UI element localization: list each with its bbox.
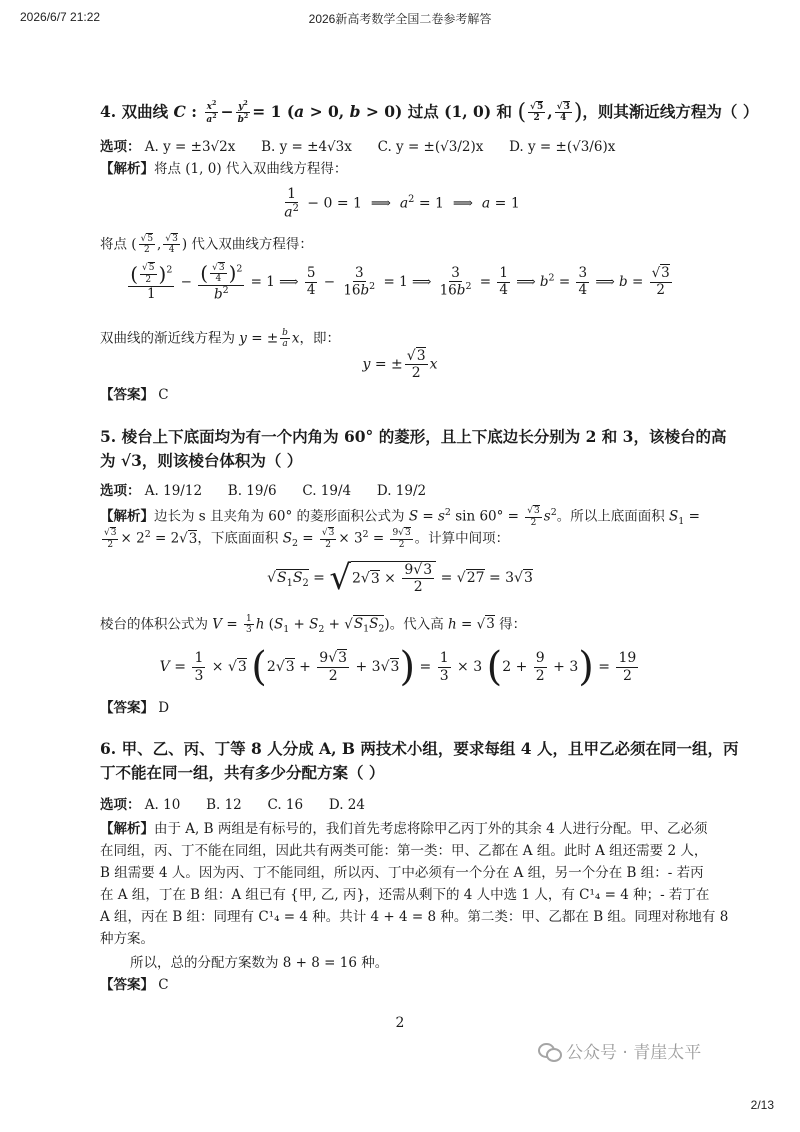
question-6-stem-line-1: 6. 甲、乙、丙、丁等 8 人分成 A, B 两技术小组，要求每组 4 人，且甲乙必须在同一组，丙 [100,739,739,758]
wechat-icon [538,1042,560,1060]
equation-5-2: V = $\frac{1}{3}$ × √3 (2√3 + $\frac{9√3}{2}$ + 3√3) = $\frac{1}{3}$ × 3 (2 + $\frac{9}{2}$ + 3) = $\frac{19}{2}$ [159,644,637,690]
option-a: A. 10 [144,797,181,813]
question-4-analysis-2: 将点 ( $\frac{√5}{2}$ , $\frac{√3}{4}$ ) 代入双曲线方程得： [100,234,313,256]
question-6-analysis-4: 在 A 组，丁在 B 组：A 组已有 {甲, 乙, 丙}，还需从剩下的 4 人中选 1 人，有 C¹₄ = 4 种；- 若丁在 [100,887,710,903]
option-b: B. 19/6 [227,483,277,499]
equation-4-3: y = ± $\frac{√3}{2}$ x [362,348,438,382]
question-5-stem-line-1: 5. 棱台上下底面均为有一个内角为 60° 的菱形，且上下底边长分别为 2 和 3，该棱台的高 [100,427,727,446]
option-d: D. 19/2 [376,483,427,499]
question-5-analysis-3: 棱台的体积公式为 V = $\frac{1}{3}$ h $(S_1 + S_2 + √S_1S_2)$。代入高 h = √3 得： [100,614,527,636]
option-a: A. 19/12 [144,483,203,499]
question-4-stem: 4. 双曲线 C : $\frac{x^2}{a^2}$ − $\frac{y^2}{b^2}$ = 1 (a > 0, b > 0) 过点 (1, 0) 和 ( $\frac{√5}{2}$ , $\frac{√3}{4}$ )，则其渐近线方程为（ ） [100,99,759,126]
question-4-answer: 【答案】 C [100,387,169,403]
watermark [538,1038,701,1063]
question-5-options: 选项： A. 19/12 B. 19/6 C. 19/4 D. 19/2 [100,483,427,499]
option-c: C. y = ±(√3/2)x [377,139,484,155]
question-6-answer: 【答案】 C [100,977,169,993]
page-number: 2 [395,1015,405,1031]
option-d: D. y = ±(√3/6)x [509,139,616,155]
page-counter: 2/13 [750,1098,774,1112]
question-6-analysis-6: 种方案。 [100,931,154,947]
question-5-analysis-1: 【解析】边长为 s 且夹角为 60° 的菱形面积公式为 $S = s^2$ sin 60° = $\frac{√3}{2}$ $s^2$。所以上底面面积 $S_1$ = [100,506,700,528]
equation-5-1: $√S_1S_2 = √2√3$ × $\frac{9√3}{2}$ = √27 = 3√3 [267,558,533,598]
option-c: C. 19/4 [302,483,352,499]
question-5-answer: 【答案】 D [100,700,170,716]
question-5-analysis-2: $\frac{√3}{2}$ × $2^2 = 2√3$，下底面面积 $S_2$ = $\frac{√3}{2}$ × $3^2$ = $\frac{9√3}{2}$ 。计算中间项： [104,528,510,550]
question-4-analysis-1: 【解析】将点 (1, 0) 代入双曲线方程得： [100,161,348,177]
question-4-options: 选项： A. y = ±3√2x B. y = ±4√3x C. y = ±(√3/2)x D. y = ±(√3/6)x [100,139,616,155]
question-6-analysis-1: 【解析】由于 A, B 两组是有标号的，我们首先考虑将除甲乙丙丁外的其余 4 人进行分配。甲、乙必须 [100,821,708,837]
option-d: D. 24 [328,797,365,813]
question-6-analysis-2: 在同组，丙、丁不能在同组，因此共有两类可能：第一类：甲、乙都在 A 组。此时 A 组还需要 2 人， [100,843,708,859]
print-datetime: 2026/6/7 21:22 [20,10,101,24]
question-6-stem-line-2: 丁不能在同一组，共有多少分配方案（ ） [100,763,385,782]
option-a: A. y = ±3√2x [144,139,236,155]
question-6-options: 选项： A. 10 B. 12 C. 16 D. 24 [100,797,365,813]
equation-4-1: $\frac{1}{a^2}$ − 0 = 1 ⟹ $a^2 = 1$ ⟹ a = 1 [284,186,520,221]
question-6-analysis-7: 所以，总的分配方案数为 8 + 8 = 16 种。 [130,955,389,971]
question-4-analysis-3: 双曲线的渐近线方程为 y = ± $\frac{b}{a}$ x，即： [100,328,341,350]
question-6-analysis-5: A 组，丙在 B 组：同理有 C¹₄ = 4 种。共计 4 + 4 = 8 种。第二类：甲、乙都在 B 组。同理对称地有 8 [100,909,729,925]
question-5-stem-line-2: 为 √3，则该棱台体积为（ ） [100,451,303,470]
option-c: C. 16 [267,797,304,813]
option-b: B. y = ±4√3x [261,139,352,155]
document-title: 2026新高考数学全国二卷参考解答 [308,12,492,26]
equation-4-2: ( $\frac{√5}{2}$ )$^2$ 1 − ( $\frac{√3}{4}$ )$^2$ $b^2$ = 1 ⟹ $\frac{5}{4}$ − $\frac{3}{16b^2}$ = 1 ⟹ $\frac{3}{16b^2}$ = $\frac{1}{4}$ ⟹ $b^2$ = $\frac{3}{4}$ ⟹ b = $\frac{√3}{2}$ [130,261,670,303]
question-6-analysis-3: B 组需要 4 人。因为丙、丁不能同组，所以丙、丁中必须有一个分在 A 组，另一个分在 B 组：- 若丙 [100,865,704,881]
watermark-text: 公众号 · 青崖太平 [566,1043,702,1063]
option-b: B. 12 [206,797,242,813]
